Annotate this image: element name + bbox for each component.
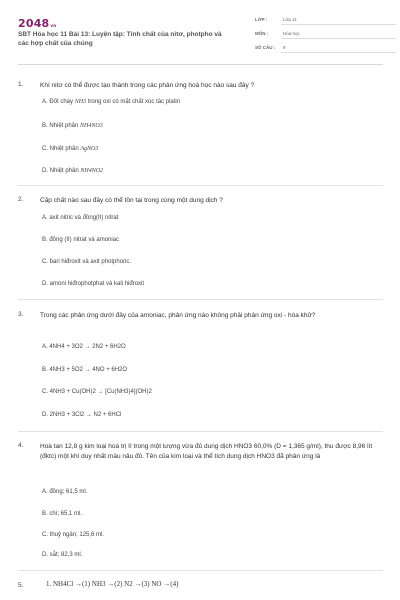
option-suffix: trong oxi có mặt chất xúc tác platin [86,99,181,105]
option-a[interactable] [42,215,118,221]
option-formula: NH3 [74,99,87,105]
option-formula: AgNO3 [80,146,99,152]
reaction-scheme: 1. NH4Cl →(1) NH3 →(2) N2 →(3) NO →(4) [46,580,179,588]
option-c[interactable] [42,532,104,538]
logo-suffix: vn [50,23,57,28]
option-c[interactable] [42,146,98,152]
option-b[interactable] [42,237,119,243]
logo-text: 2048 [18,17,50,30]
question-divider [18,299,383,300]
option-c[interactable] [42,259,131,265]
meta-value: Lớp 11 [283,17,297,22]
site-logo[interactable] [18,17,56,30]
document-title: SBT Hóa học 11 Bài 13: Luyện tập: Tính chất của nitơ, photpho và các hợp chất của chúng [18,31,222,47]
header-divider [18,64,383,65]
option-text: A. Đốt cháy [42,99,75,105]
option-text: B. đồng (II) nitrat và amoniac [42,237,120,243]
option-text: A. 4NH4 + 3O2 → 2N2 + 6H2O [42,344,126,350]
page-header [0,0,400,64]
option-text: C. Nhiệt phân [42,146,81,152]
option-text: C. thuỷ ngân; 125,6 ml. [42,532,105,538]
option-text: C. bari hiđroxit và axit photphoric. [42,259,132,265]
meta-underline [281,38,396,39]
meta-label: MÔN : [255,31,269,36]
option-d[interactable] [42,412,121,418]
option-text: A. axit nitric và đồng(II) nitrat [42,215,119,221]
option-text: D. Nhiệt phân [42,168,81,174]
question-text: Cặp chất nào sau đây có thể tồn tại trong cùng một dung dịch ? [40,197,223,204]
option-text: D. sắt; 82,3 ml. [42,552,83,558]
option-text: C. 4NH3 + Cu(OH)2 → [Cu(NH3)4](OH)2 [42,389,152,395]
question-divider [18,185,383,186]
question-number: 5. [18,582,24,589]
option-formula: NH4NO2 [80,168,104,174]
option-a[interactable] [42,99,180,105]
question-number: 4. [18,442,24,449]
option-formula: NH4NO3 [80,123,103,129]
question-number: 1. [18,81,24,88]
meta-underline [281,24,396,25]
meta-underline [281,52,396,53]
option-d[interactable] [42,168,103,174]
question-text: Hoà tan 12,8 g kim loại hoá trị II trong một lượng vừa đủ dung dịch HNO3 60,0% (D = 1,365 g/ml), thu được 8,96 lít (đktc) một khí duy nhất màu nâu đỏ. Tên của kim loại và thể tích dung dịch HNO3 đã phản ứng là [40,443,373,460]
question-divider [18,431,383,432]
option-d[interactable] [42,552,82,558]
option-text: B. Nhiệt phân [42,123,81,129]
option-text: D. amoni hiđrophotphat và kali hiđroxit [42,281,145,287]
question-number: 3. [18,311,24,318]
meta-value: 9 [283,45,286,50]
option-a[interactable] [42,344,126,350]
meta-value: Hóa học [283,31,300,36]
meta-label: SỐ CÂU : [255,45,276,50]
option-d[interactable] [42,281,144,287]
option-a[interactable] [42,489,87,495]
meta-label: LỚP : [255,17,268,22]
option-b[interactable] [42,367,127,373]
option-text: B. chì; 65,1 ml. [42,511,83,517]
question-divider [18,570,383,571]
question-text: Trong các phản ứng dưới đây của amoniac, phản ứng nào không phải phản ứng oxi - hóa khử? [40,312,316,319]
option-b[interactable] [42,123,103,129]
question-number: 2. [18,196,24,203]
question-text: Khí nitơ có thể được tạo thành trong các phản ứng hoá học nào sau đây ? [40,82,255,89]
option-text: D. 2NH3 + 3Cl2 → N2 + 6HCl [42,412,122,418]
option-text: A. đồng; 61,5 ml. [42,489,88,495]
option-c[interactable] [42,389,152,395]
option-text: B. 4NH3 + 5O2 → 4NO + 6H2O [42,367,128,373]
option-b[interactable] [42,511,82,517]
